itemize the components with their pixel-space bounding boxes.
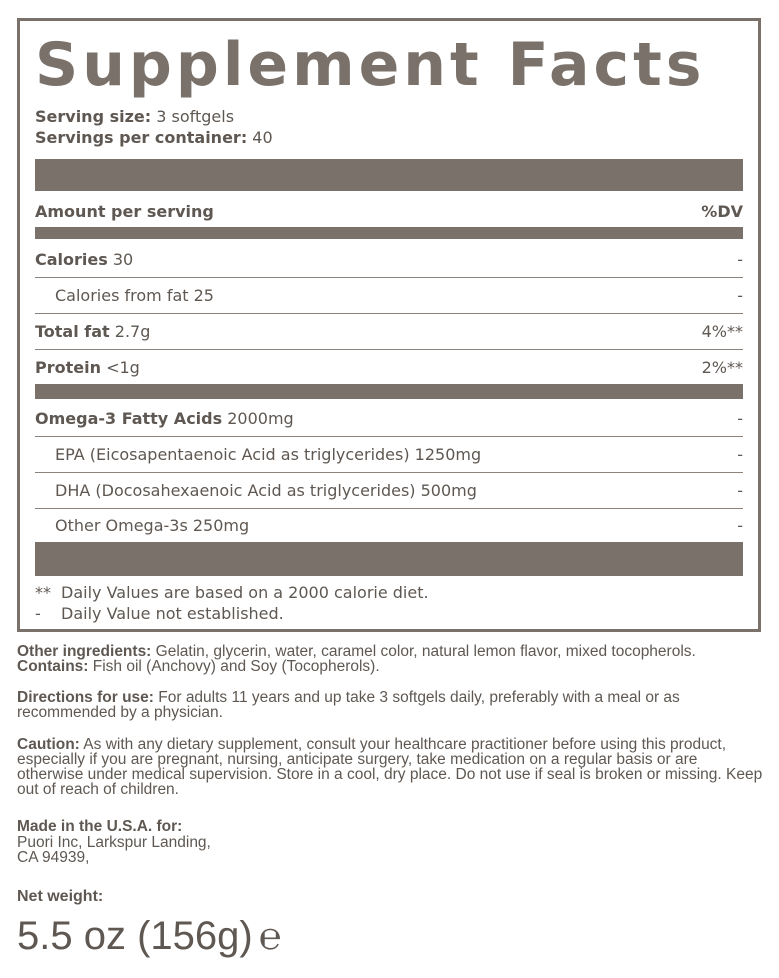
nutrient-row-protein — [35, 350, 743, 386]
nutrient-name: Total fat — [35, 322, 110, 341]
thick-divider — [35, 159, 743, 191]
nutrient-dv: - — [737, 481, 743, 500]
footnote-symbol: - — [35, 604, 41, 623]
caution-label: Caution: — [17, 736, 80, 753]
made-in — [17, 819, 211, 866]
serving-size-value: 3 softgels — [151, 107, 235, 126]
nutrient-name: Calories — [35, 250, 108, 269]
nutrient-amount: 2.7g — [109, 322, 151, 341]
nutrient-amount: 30 — [107, 250, 134, 269]
net-weight-label: Net weight: — [17, 888, 104, 905]
bottom-thick-divider — [35, 542, 743, 576]
footnote-text: Daily Values are based on a 2000 calorie diet. — [61, 583, 429, 602]
nutrient-dv: - — [737, 516, 743, 535]
servings-per-container — [35, 128, 273, 148]
nutrient-row-epa — [35, 437, 743, 473]
footnote-daily-values — [35, 582, 429, 603]
footnote-text: Daily Value not established. — [61, 604, 284, 623]
supplement-facts-panel — [17, 18, 761, 632]
nutrient-row-calories-from-fat — [35, 278, 743, 314]
other-ingredients-label: Other ingredients: — [17, 643, 152, 660]
nutrient-row-calories — [35, 242, 743, 278]
nutrient-row-other-omega3 — [35, 508, 743, 544]
nutrient-dv: 2%** — [701, 358, 743, 377]
net-weight — [17, 912, 282, 960]
amount-header: Amount per serving — [35, 202, 214, 221]
nutrient-dv: - — [737, 286, 743, 305]
estimated-sign-icon: ℮ — [258, 914, 282, 958]
directions-label: Directions for use: — [17, 689, 154, 706]
other-ingredients-text: Gelatin, glycerin, water, caramel color, natural lemon flavor, mixed tocopherols. — [151, 643, 696, 660]
directions-text: For adults 11 years and up take 3 softgels daily, preferably with a meal or as recommended by a physician. — [17, 689, 680, 721]
medium-divider — [35, 227, 743, 239]
nutrient-amount: <1g — [100, 358, 140, 377]
serving-size-label: Serving size: — [35, 107, 152, 126]
made-in-line1: Puori Inc, Larkspur Landing, — [17, 833, 211, 851]
contains-text: Fish oil (Anchovy) and Soy (Tocopherols). — [88, 658, 380, 675]
made-in-line2: CA 94939, — [17, 849, 90, 866]
section-divider — [35, 384, 743, 399]
nutrient-name: Protein — [35, 358, 101, 377]
nutrient-name: Omega-3 Fatty Acids — [35, 409, 223, 428]
made-in-label: Made in the U.S.A. for: — [17, 818, 183, 835]
nutrient-row-omega3 — [35, 401, 743, 437]
dv-header: %DV — [701, 202, 743, 221]
panel-title: Supplement Facts — [35, 30, 706, 100]
footnote-symbol: ** — [35, 583, 51, 602]
caution — [17, 737, 765, 797]
net-weight-value: 5.5 oz (156g) — [17, 914, 253, 958]
directions-for-use — [17, 690, 737, 720]
nutrient-row-dha — [35, 473, 743, 509]
nutrient-amount: 2000mg — [222, 409, 294, 428]
nutrient-dv: - — [737, 445, 743, 464]
footnote-not-established — [35, 603, 284, 624]
nutrient-dv: 4%** — [701, 322, 743, 341]
nutrient-dv: - — [737, 250, 743, 269]
serving-size — [35, 107, 234, 127]
nutrient-amount: DHA (Docosahexaenoic Acid as triglycerides) 500mg — [55, 481, 477, 500]
servings-value: 40 — [247, 128, 273, 147]
nutrient-amount: Other Omega-3s 250mg — [55, 516, 250, 535]
nutrient-row-total-fat — [35, 314, 743, 350]
contains-label: Contains: — [17, 658, 89, 675]
nutrient-dv: - — [737, 409, 743, 428]
caution-text: As with any dietary supplement, consult your healthcare practitioner before using this product, especially if you are pregnant, nursing, anticipate surgery, take medication on a regular basis or are otherwise under medical supervision. Store in a cool, dry place. Do not use if seal is broken or missing. Keep out of reach of children. — [17, 736, 763, 798]
nutrient-amount: Calories from fat 25 — [55, 286, 214, 305]
amount-header-row — [35, 193, 743, 227]
nutrient-amount: EPA (Eicosapentaenoic Acid as triglycerides) 1250mg — [55, 445, 482, 464]
other-ingredients — [17, 644, 765, 674]
servings-label: Servings per container: — [35, 128, 248, 147]
